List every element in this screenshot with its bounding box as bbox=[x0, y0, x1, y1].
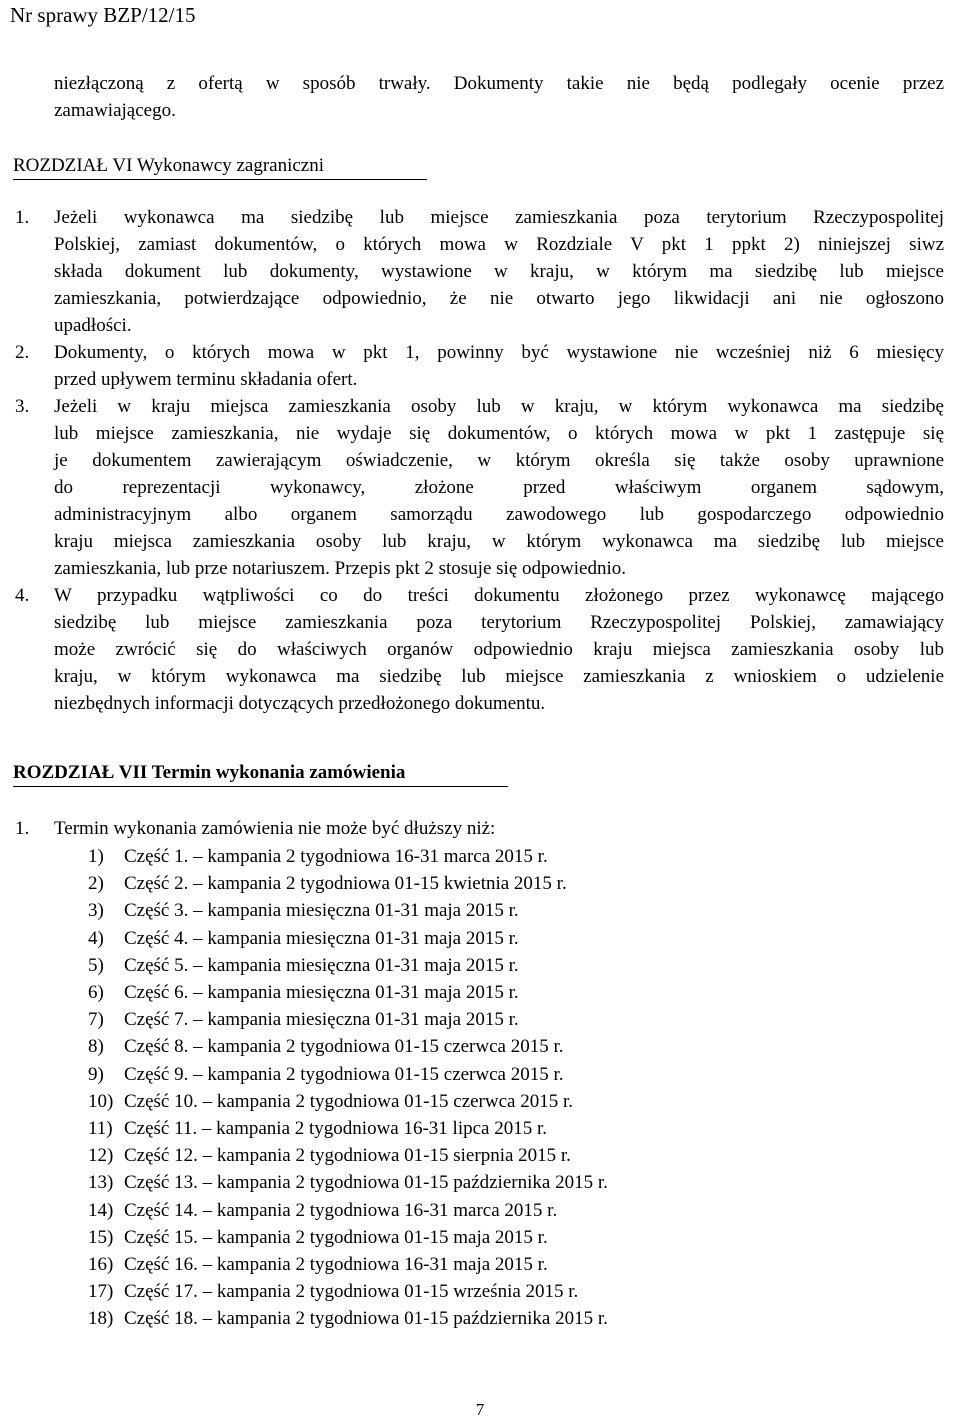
intro-line-2: zamawiającego. bbox=[54, 100, 176, 121]
list-item bbox=[88, 1033, 564, 1060]
list-item-number: 15) bbox=[88, 1226, 114, 1248]
list-item-text: Część 3. – kampania miesięczna 01-31 maja 2015 r. bbox=[124, 900, 519, 922]
list-item-number: 6) bbox=[88, 982, 104, 1003]
list-item-number: 17) bbox=[88, 1281, 114, 1303]
list-item-number: 14) bbox=[88, 1199, 114, 1221]
intro-line-1: niezłączoną z ofertą w sposób trwały. Dokumenty takie nie będą podlegały ocenie przez bbox=[54, 73, 944, 94]
item-number: 4. bbox=[15, 585, 30, 606]
item-line: Jeżeli w kraju miejsca zamieszkania osoby lub w kraju, w którym wykonawca ma siedzibę bbox=[54, 396, 944, 417]
list-item bbox=[88, 1197, 557, 1224]
list-item-text: Część 12. – kampania 2 tygodniowa 01-15 sierpnia 2015 r. bbox=[124, 1145, 571, 1167]
list-item-number: 7) bbox=[88, 1009, 104, 1031]
list-item-number: 8) bbox=[88, 1036, 104, 1058]
item-line: W przypadku wątpliwości co do treści dokumentu złożonego przez wykonawcę mającego bbox=[54, 585, 944, 606]
item-line: może zwrócić się do właściwych organów odpowiednio kraju miejsca zamieszkania osoby lub bbox=[54, 639, 944, 660]
list-item-number: 18) bbox=[88, 1308, 114, 1330]
list-item-text: Część 8. – kampania 2 tygodniowa 01-15 czerwca 2015 r. bbox=[124, 1036, 564, 1058]
list-item bbox=[88, 1061, 564, 1088]
item-number: 3. bbox=[15, 396, 30, 417]
item-line: zamieszkania, potwierdzające odpowiednio, że nie otwarto jego likwidacji ani nie ogłoszono bbox=[54, 288, 944, 309]
item-line: upadłości. bbox=[54, 315, 132, 336]
item-line: Dokumenty, o których mowa w pkt 1, powinny być wystawione nie wcześniej niż 6 miesięcy bbox=[54, 342, 944, 363]
list-item-text: Część 17. – kampania 2 tygodniowa 01-15 września 2015 r. bbox=[124, 1281, 579, 1303]
list-item-number: 9) bbox=[88, 1063, 104, 1085]
list-item bbox=[88, 1142, 571, 1169]
list-item-number: 11) bbox=[88, 1118, 113, 1139]
section-heading-6: ROZDZIAŁ VI Wykonawcy zagraniczni bbox=[13, 152, 427, 180]
item-line: przed upływem terminu składania ofert. bbox=[54, 369, 358, 390]
list-item-number: 5) bbox=[88, 954, 104, 976]
list-item bbox=[88, 870, 567, 897]
list-item-text: Część 15. – kampania 2 tygodniowa 01-15 maja 2015 r. bbox=[124, 1226, 548, 1248]
list-item bbox=[88, 952, 519, 979]
list-item bbox=[88, 1224, 548, 1251]
list-item bbox=[88, 843, 548, 870]
item-line: Termin wykonania zamówienia nie może być dłuższy niż: bbox=[54, 818, 496, 839]
list-item-text: Część 5. – kampania miesięczna 01-31 maja 2015 r. bbox=[124, 954, 519, 976]
list-item-number: 2) bbox=[88, 873, 104, 895]
item-line: Polskiej, zamiast dokumentów, o których mowa w Rozdziale V pkt 1 ppkt 2) niniejszej siwz bbox=[54, 234, 944, 255]
item-line: lub miejsce zamieszkania, nie wydaje się dokumentów, o których mowa w pkt 1 zastępuje się bbox=[54, 423, 944, 444]
list-item-text: Część 4. – kampania miesięczna 01-31 maja 2015 r. bbox=[124, 927, 519, 949]
item-line: kraju, w którym wykonawca ma siedzibę lub miejsce zamieszkania z wnioskiem o udzielenie bbox=[54, 666, 944, 687]
item-line: niezbędnych informacji dotyczących przedłożonego dokumentu. bbox=[54, 693, 546, 714]
list-item bbox=[88, 1305, 608, 1332]
item-number: 1. bbox=[15, 207, 30, 228]
item-line: kraju miejsca zamieszkania osoby lub kraju, w którym wykonawca ma siedzibę lub miejsce bbox=[54, 531, 944, 552]
item-line: Jeżeli wykonawca ma siedzibę lub miejsce zamieszkania poza terytorium Rzeczypospolitej bbox=[54, 207, 944, 228]
list-item-text: Część 13. – kampania 2 tygodniowa 01-15 października 2015 r. bbox=[124, 1172, 608, 1194]
item-line: administracyjnym albo organem samorządu zawodowego lub gospodarczego odpowiednio bbox=[54, 504, 944, 525]
list-item-text: Część 16. – kampania 2 tygodniowa 16-31 maja 2015 r. bbox=[124, 1254, 548, 1275]
page-header: Nr sprawy BZP/12/15 bbox=[10, 3, 196, 27]
item-number: 1. bbox=[15, 818, 30, 839]
list-item bbox=[88, 979, 519, 1006]
list-item bbox=[88, 897, 519, 924]
list-item-number: 13) bbox=[88, 1172, 114, 1194]
list-item-text: Część 1. – kampania 2 tygodniowa 16-31 marca 2015 r. bbox=[124, 846, 548, 867]
list-item bbox=[88, 1251, 548, 1278]
list-item-text: Część 18. – kampania 2 tygodniowa 01-15 października 2015 r. bbox=[124, 1308, 608, 1330]
item-line: składa dokument lub dokumenty, wystawione w kraju, w którym ma siedzibę lub miejsce bbox=[54, 261, 944, 282]
section-heading-7: ROZDZIAŁ VII Termin wykonania zamówienia bbox=[13, 759, 508, 787]
list-item bbox=[88, 1278, 578, 1305]
item-line: je dokumentem zawierającym oświadczenie, w którym określa się także osoby uprawnione bbox=[54, 450, 944, 471]
list-item bbox=[88, 1006, 519, 1033]
list-item-text: Część 7. – kampania miesięczna 01-31 maja 2015 r. bbox=[124, 1009, 519, 1031]
list-item-text: Część 10. – kampania 2 tygodniowa 01-15 czerwca 2015 r. bbox=[124, 1090, 574, 1112]
item-line: do reprezentacji wykonawcy, złożone przed właściwym organem sądowym, bbox=[54, 477, 944, 498]
list-item-number: 3) bbox=[88, 900, 104, 922]
list-item-text: Część 11. – kampania 2 tygodniowa 16-31 lipca 2015 r. bbox=[124, 1118, 548, 1139]
page-number: 7 bbox=[475, 1400, 485, 1419]
list-item-number: 16) bbox=[88, 1254, 114, 1275]
list-item bbox=[88, 1169, 608, 1196]
list-item bbox=[88, 1088, 573, 1115]
list-item-text: Część 6. – kampania miesięczna 01-31 maja 2015 r. bbox=[124, 982, 519, 1003]
item-line: zamieszkania, lub prze notariuszem. Przepis pkt 2 stosuje się odpowiednio. bbox=[54, 558, 626, 579]
list-item-number: 12) bbox=[88, 1145, 114, 1167]
list-item-number: 4) bbox=[88, 927, 104, 949]
item-number: 2. bbox=[15, 342, 30, 363]
list-item bbox=[88, 1115, 547, 1142]
item-line: siedzibę lub miejsce zamieszkania poza terytorium Rzeczypospolitej Polskiej, zamawiający bbox=[54, 612, 944, 633]
list-item-text: Część 2. – kampania 2 tygodniowa 01-15 kwietnia 2015 r. bbox=[124, 873, 567, 895]
list-item bbox=[88, 925, 519, 952]
list-item-text: Część 14. – kampania 2 tygodniowa 16-31 marca 2015 r. bbox=[124, 1199, 558, 1221]
list-item-text: Część 9. – kampania 2 tygodniowa 01-15 czerwca 2015 r. bbox=[124, 1063, 564, 1085]
list-item-number: 10) bbox=[88, 1090, 114, 1112]
list-item-number: 1) bbox=[88, 846, 104, 867]
